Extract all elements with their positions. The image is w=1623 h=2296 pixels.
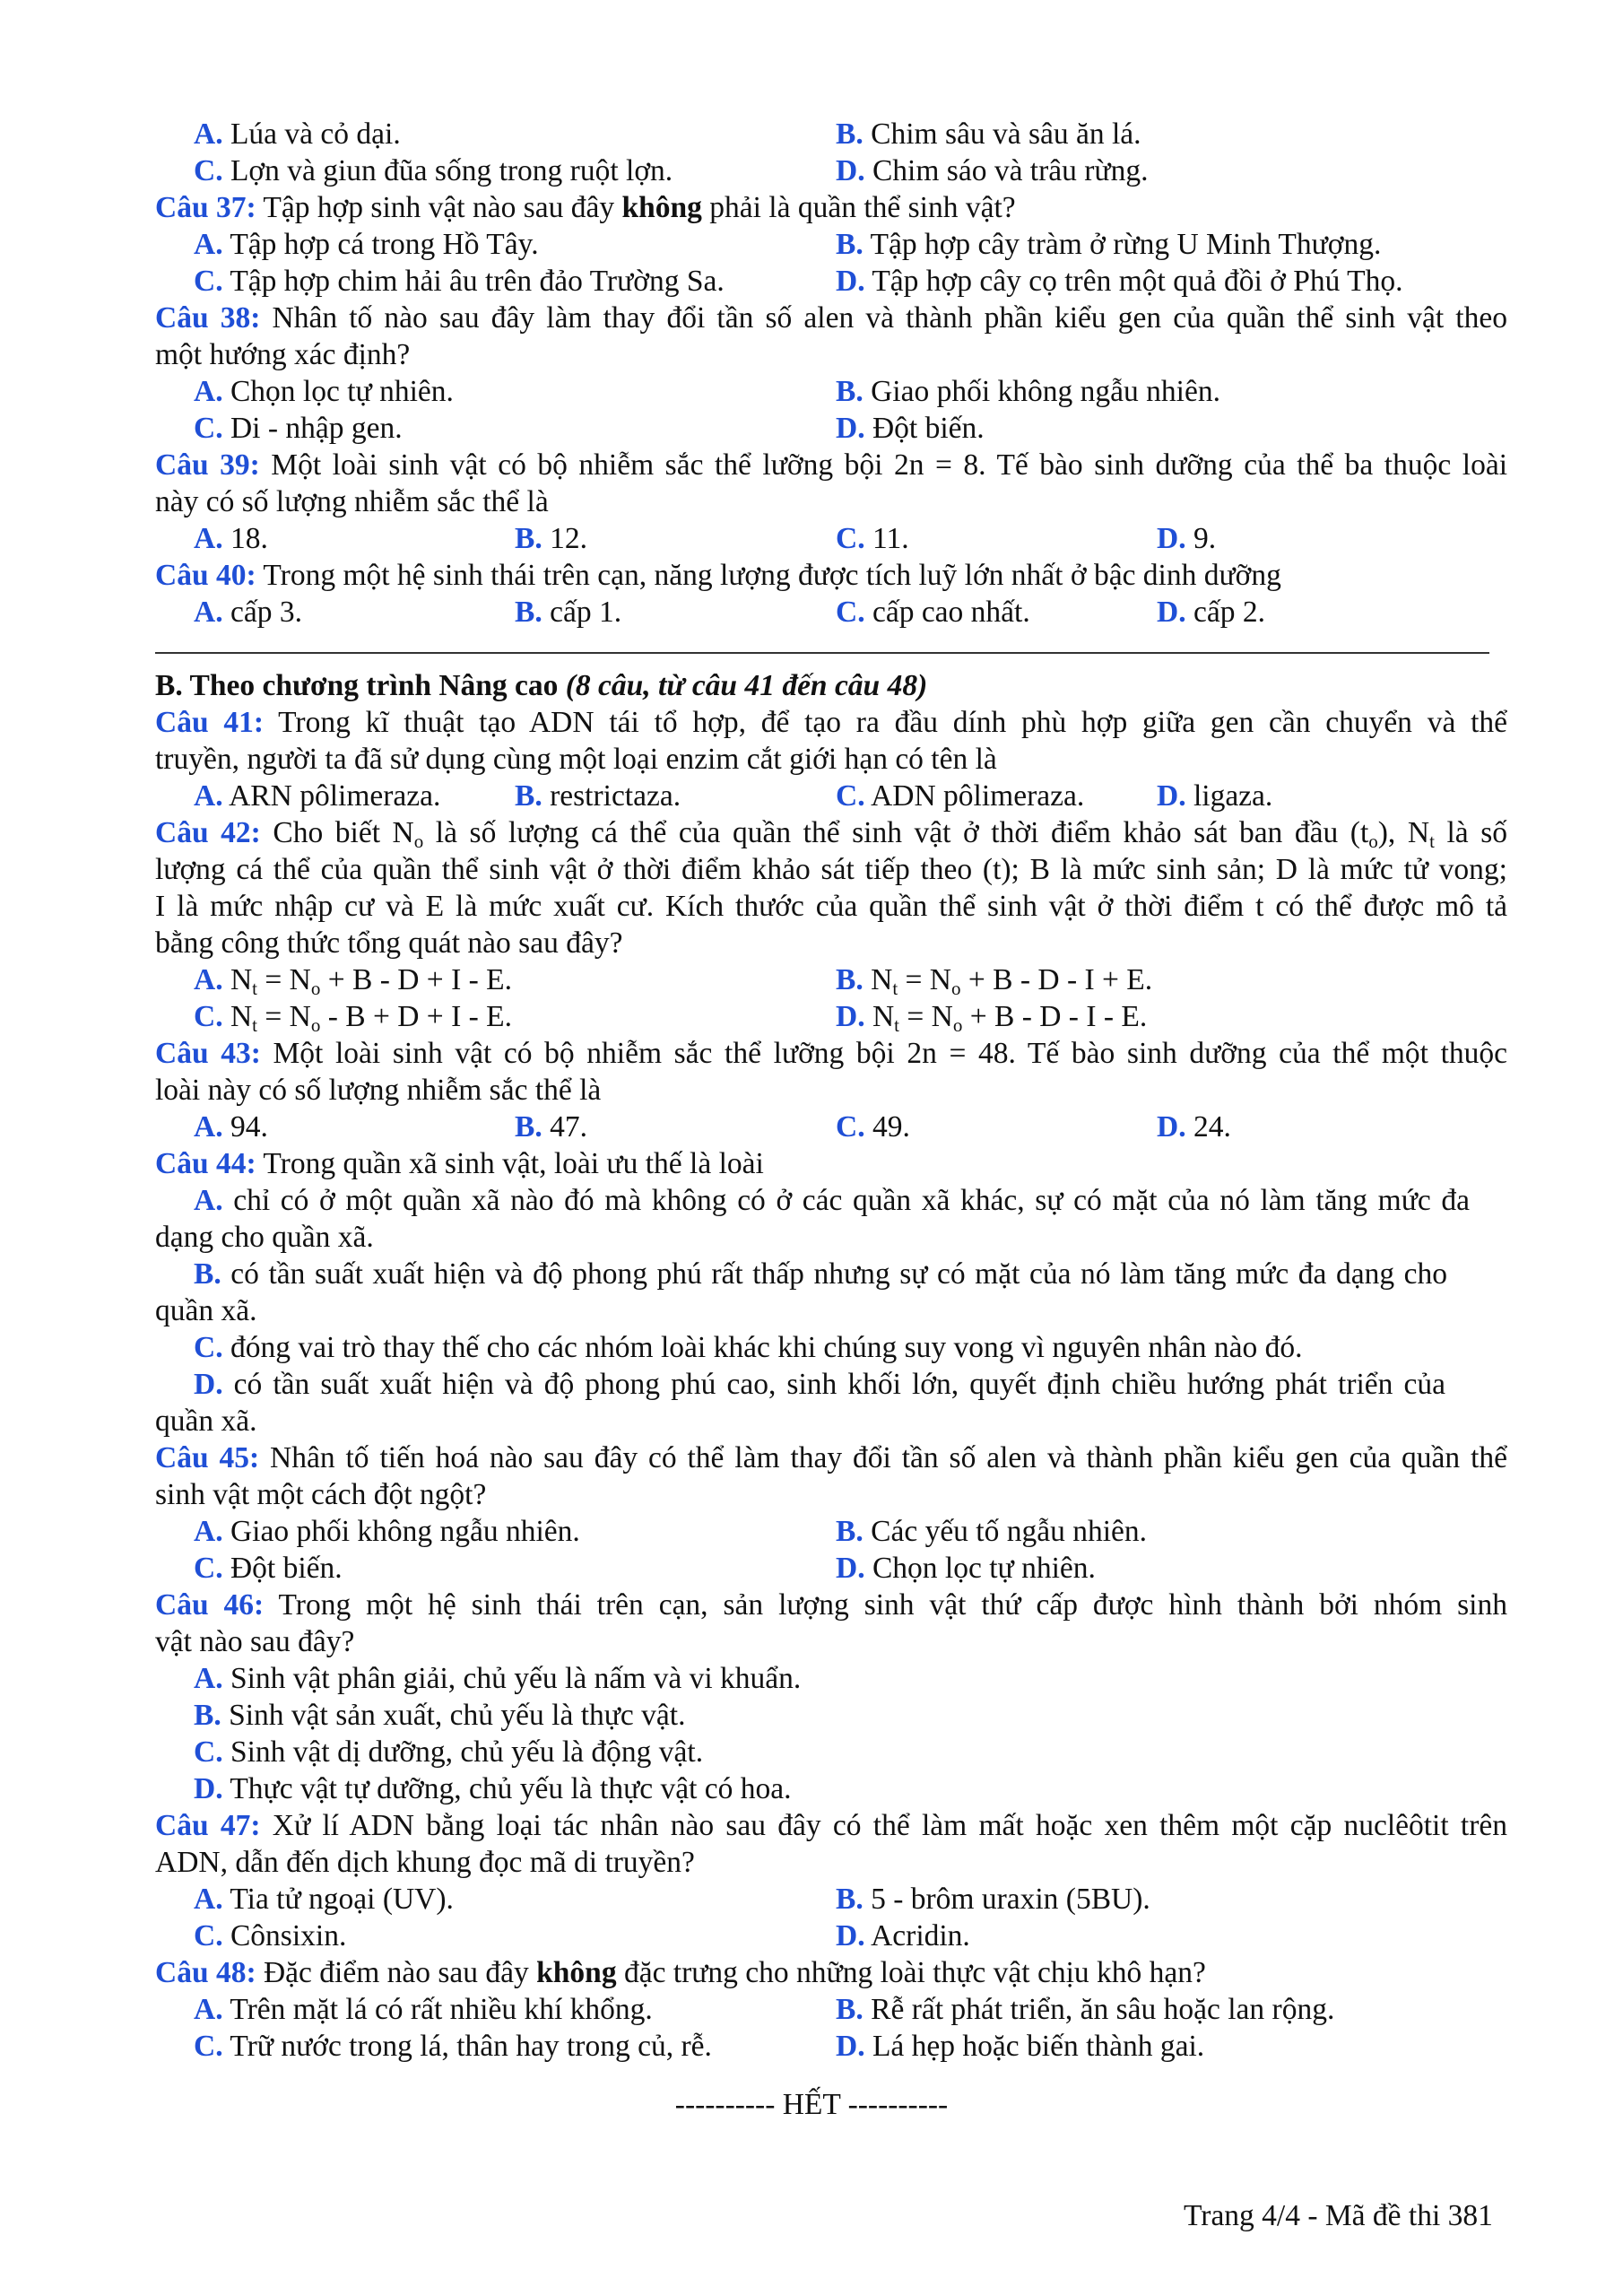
q39-option-c: C. 11. [836, 522, 909, 555]
q43-option-d: D. 24. [1157, 1110, 1231, 1144]
q44-option-c: C. đóng vai trò thay thế cho các nhóm loài khác khi chúng suy vong vì nguyên nhân nào đó. [194, 1331, 1303, 1364]
q45-option-b: B. Các yếu tố ngẫu nhiên. [836, 1515, 1148, 1548]
q46-stem-line2: vật nào sau đây? [155, 1625, 355, 1658]
q41-option-d: D. ligaza. [1157, 779, 1273, 813]
q40-option-d: D. cấp 2. [1157, 596, 1265, 629]
q41-option-a: A. ARN pôlimeraza. [194, 779, 441, 813]
section-divider [155, 652, 1489, 654]
q45-stem-line1: Câu 45: Nhân tố tiến hoá nào sau đây có thể làm thay đổi tần số alen và thành phần kiểu gen của quần thể [155, 1441, 1507, 1474]
q37-option-c: C. Tập hợp chim hải âu trên đảo Trường Sa. [194, 265, 725, 298]
q43-option-c: C. 49. [836, 1110, 910, 1144]
q41-option-c: C. ADN pôlimeraza. [836, 779, 1085, 813]
q37-option-d: D. Tập hợp cây cọ trên một quả đồi ở Phú Thọ. [836, 265, 1403, 298]
q47-stem-line2: ADN, dẫn đến dịch khung đọc mã di truyền? [155, 1846, 695, 1879]
q43-option-a: A. 94. [194, 1110, 268, 1144]
q44-option-d-line1: D. có tần suất xuất hiện và độ phong phú cao, sinh khối lớn, quyết định chiều hướng phát triển của [194, 1368, 1445, 1401]
q48-stem: Câu 48: Đặc điểm nào sau đây không đặc trưng cho những loài thực vật chịu khô hạn? [155, 1956, 1206, 1989]
q37-stem: Câu 37: Tập hợp sinh vật nào sau đây không phải là quần thể sinh vật? [155, 191, 1016, 224]
q40-option-b: B. cấp 1. [515, 596, 622, 629]
q41-stem-line1: Câu 41: Trong kĩ thuật tạo ADN tái tổ hợp, để tạo ra đầu dính phù hợp giữa gen cần chuyển và thể [155, 706, 1507, 739]
q42-stem-line3: I là mức nhập cư và E là mức xuất cư. Kích thước của quần thể sinh vật ở thời điểm t có thể được mô tả [155, 890, 1507, 923]
q42-option-b: B. $N_t = N_o + B - D - I + E$. [836, 963, 1153, 999]
q46-option-c: C. Sinh vật dị dưỡng, chủ yếu là động vật. [194, 1735, 704, 1769]
q42-option-d: D. $N_t = N_o + B - D - I - E$. [836, 1000, 1148, 1036]
q44-option-a-line2: dạng cho quần xã. [155, 1221, 374, 1254]
section-b-heading: B. Theo chương trình Nâng cao (8 câu, từ câu 41 đến câu 48) [155, 669, 928, 702]
q42-option-c: C. $N_t = N_o - B + D + I - E$. [194, 1000, 512, 1036]
q45-option-d: D. Chọn lọc tự nhiên. [836, 1552, 1096, 1585]
q36-option-c: C. Lợn và giun đũa sống trong ruột lợn. [194, 154, 673, 187]
q38-option-c: C. Di - nhập gen. [194, 412, 403, 445]
q40-option-a: A. cấp 3. [194, 596, 302, 629]
q48-option-b: B. Rễ rất phát triển, ăn sâu hoặc lan rộng. [836, 1993, 1335, 2026]
q39-option-d: D. 9. [1157, 522, 1217, 555]
page-footer: Trang 4/4 - Mã đề thi 381 [1184, 2199, 1493, 2232]
q36-option-d: D. Chim sáo và trâu rừng. [836, 154, 1149, 187]
q44-option-a-line1: A. chỉ có ở một quần xã nào đó mà không có ở các quần xã khác, sự có mặt của nó làm tăng mức đa [194, 1184, 1470, 1217]
q38-option-b: B. Giao phối không ngẫu nhiên. [836, 375, 1220, 408]
q37-option-a: A. Tập hợp cá trong Hồ Tây. [194, 228, 539, 261]
q42-stem-line1: Câu 42: Cho biết $N_o$ là số lượng cá thể của quần thể sinh vật ở thời điểm khảo sát ban đầu $(t_o)$, $N_t$ là số [155, 816, 1507, 852]
q46-stem-line1: Câu 46: Trong một hệ sinh thái trên cạn, sản lượng sinh vật thứ cấp được hình thành bởi nhóm sinh [155, 1588, 1507, 1622]
q48-option-c: C. Trữ nước trong lá, thân hay trong củ, rễ. [194, 2030, 712, 2063]
q46-option-a: A. Sinh vật phân giải, chủ yếu là nấm và vi khuẩn. [194, 1662, 802, 1695]
q46-option-d: D. Thực vật tự dưỡng, chủ yếu là thực vật có hoa. [194, 1772, 792, 1805]
q38-option-a: A. Chọn lọc tự nhiên. [194, 375, 454, 408]
q39-stem-line1: Câu 39: Một loài sinh vật có bộ nhiễm sắc thể lưỡng bội 2n = 8. Tế bào sinh dưỡng của thể ba thuộc loài [155, 448, 1507, 482]
end-of-exam-mark: ---------- HẾT ---------- [674, 2088, 949, 2121]
q36-option-a: A. Lúa và cỏ dại. [194, 117, 401, 151]
q41-stem-line2: truyền, người ta đã sử dụng cùng một loại enzim cắt giới hạn có tên là [155, 743, 997, 776]
q43-stem-line1: Câu 43: Một loài sinh vật có bộ nhiễm sắc thể lưỡng bội 2n = 48. Tế bào sinh dưỡng của thể một thuộc [155, 1037, 1507, 1070]
q44-stem: Câu 44: Trong quần xã sinh vật, loài ưu thế là loài [155, 1147, 764, 1180]
q47-option-a: A. Tia tử ngoại (UV). [194, 1883, 454, 1916]
q43-stem-line2: loài này có số lượng nhiễm sắc thể là [155, 1074, 602, 1107]
q45-stem-line2: sinh vật một cách đột ngột? [155, 1478, 487, 1511]
q37-option-b: B. Tập hợp cây tràm ở rừng U Minh Thượng. [836, 228, 1382, 261]
q47-option-d: D. Acridin. [836, 1919, 970, 1952]
q38-stem-line2: một hướng xác định? [155, 338, 411, 371]
q42-option-a: A. $N_t = N_o + B - D + I - E$. [194, 963, 512, 999]
q47-option-c: C. Cônsixin. [194, 1919, 347, 1952]
q47-option-b: B. 5 - brôm uraxin (5BU). [836, 1883, 1150, 1916]
q42-stem-line4: bằng công thức tổng quát nào sau đây? [155, 926, 623, 960]
q44-option-b-line1: B. có tần suất xuất hiện và độ phong phú rất thấp nhưng sự có mặt của nó làm tăng mức đa dạng cho [194, 1257, 1447, 1291]
q47-stem-line1: Câu 47: Xử lí ADN bằng loại tác nhân nào sau đây có thể làm mất hoặc xen thêm một cặp nuclêôtit trên [155, 1809, 1508, 1842]
q38-option-d: D. Đột biến. [836, 412, 985, 445]
q45-option-a: A. Giao phối không ngẫu nhiên. [194, 1515, 580, 1548]
q45-option-c: C. Đột biến. [194, 1552, 343, 1585]
q38-stem-line1: Câu 38: Nhân tố nào sau đây làm thay đổi tần số alen và thành phần kiểu gen của quần thể sinh vật theo [155, 301, 1507, 335]
q40-stem: Câu 40: Trong một hệ sinh thái trên cạn, năng lượng được tích luỹ lớn nhất ở bậc dinh dưỡng [155, 559, 1281, 592]
q48-option-d: D. Lá hẹp hoặc biến thành gai. [836, 2030, 1205, 2063]
q43-option-b: B. 47. [515, 1110, 587, 1144]
q40-option-c: C. cấp cao nhất. [836, 596, 1030, 629]
q46-option-b: B. Sinh vật sản xuất, chủ yếu là thực vật. [194, 1699, 686, 1732]
q44-option-b-line2: quần xã. [155, 1294, 257, 1327]
q41-option-b: B. restrictaza. [515, 779, 681, 813]
q44-option-d-line2: quần xã. [155, 1405, 257, 1438]
q39-option-b: B. 12. [515, 522, 587, 555]
q36-option-b: B. Chim sâu và sâu ăn lá. [836, 117, 1141, 151]
q48-option-a: A. Trên mặt lá có rất nhiều khí khổng. [194, 1993, 653, 2026]
q39-stem-line2: này có số lượng nhiễm sắc thể là [155, 485, 549, 518]
q39-option-a: A. 18. [194, 522, 268, 555]
q42-stem-line2: lượng cá thể của quần thể sinh vật ở thời điểm khảo sát tiếp theo (t); B là mức sinh sản; D là mức tử vong; [155, 853, 1507, 886]
